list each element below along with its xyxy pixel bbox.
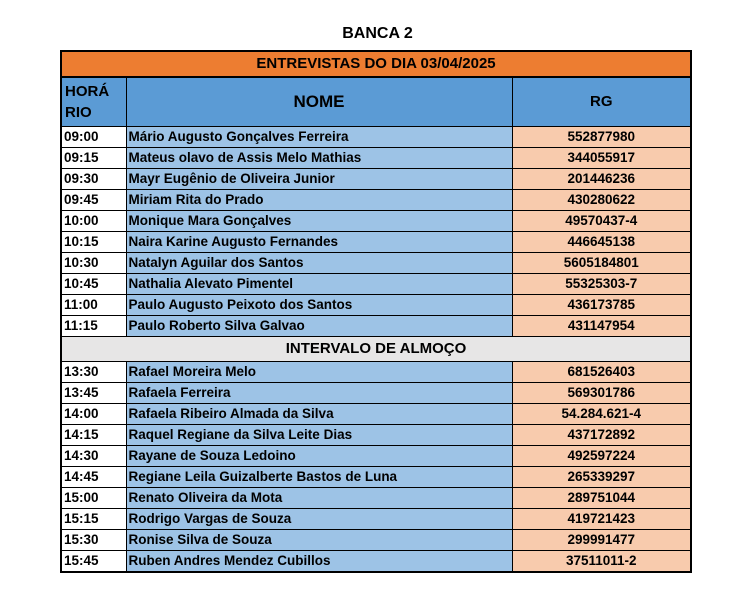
name-cell: Rayane de Souza Ledoino [126,446,512,467]
name-cell: Regiane Leila Guizalberte Bastos de Luna [126,467,512,488]
table-row [61,316,691,337]
table-row [61,383,691,404]
time-cell: 13:30 [61,362,126,383]
rg-cell: 431147954 [512,316,691,337]
time-cell: 09:15 [61,148,126,169]
lunch-break-row [61,337,691,362]
time-cell: 10:00 [61,211,126,232]
time-cell: 14:15 [61,425,126,446]
time-cell: 15:15 [61,509,126,530]
name-cell: Monique Mara Gonçalves [126,211,512,232]
name-cell: Natalyn Aguilar dos Santos [126,253,512,274]
table-row [61,362,691,383]
header-nome: NOME [126,77,512,127]
name-cell: Rodrigo Vargas de Souza [126,509,512,530]
time-cell: 10:30 [61,253,126,274]
rg-cell: 681526403 [512,362,691,383]
table-row [61,190,691,211]
table-row [61,295,691,316]
time-cell: 14:30 [61,446,126,467]
table-row [61,148,691,169]
time-cell: 09:45 [61,190,126,211]
name-cell: Mateus olavo de Assis Melo Mathias [126,148,512,169]
time-cell: 15:00 [61,488,126,509]
rg-cell: 5605184801 [512,253,691,274]
rg-cell: 446645138 [512,232,691,253]
table-row [61,253,691,274]
table-row [61,232,691,253]
time-cell: 10:45 [61,274,126,295]
rg-cell: 430280622 [512,190,691,211]
header-horario-line2: RIO [65,104,92,121]
table-row [61,127,691,148]
time-cell: 13:45 [61,383,126,404]
time-cell: 09:30 [61,169,126,190]
rg-cell: 49570437-4 [512,211,691,232]
page-title: BANCA 2 [342,25,413,42]
time-cell: 11:15 [61,316,126,337]
table-row [61,530,691,551]
time-cell: 15:30 [61,530,126,551]
time-cell: 14:45 [61,467,126,488]
time-cell: 11:00 [61,295,126,316]
name-cell: Rafael Moreira Melo [126,362,512,383]
time-cell: 09:00 [61,127,126,148]
name-cell: Rafaela Ferreira [126,383,512,404]
rg-cell: 201446236 [512,169,691,190]
time-cell: 15:45 [61,551,126,573]
table-row [61,404,691,425]
name-cell: Renato Oliveira da Mota [126,488,512,509]
time-cell: 10:15 [61,232,126,253]
rg-cell: 552877980 [512,127,691,148]
table-row [61,488,691,509]
rg-cell: 299991477 [512,530,691,551]
name-cell: Ruben Andres Mendez Cubillos [126,551,512,573]
name-cell: Ronise Silva de Souza [126,530,512,551]
rg-cell: 436173785 [512,295,691,316]
header-row [61,77,691,127]
rg-cell: 37511011-2 [512,551,691,573]
name-cell: Mayr Eugênio de Oliveira Junior [126,169,512,190]
name-cell: Miriam Rita do Prado [126,190,512,211]
name-cell: Paulo Augusto Peixoto dos Santos [126,295,512,316]
table-row [61,509,691,530]
time-cell: 14:00 [61,404,126,425]
rg-cell: 569301786 [512,383,691,404]
name-cell: Mário Augusto Gonçalves Ferreira [126,127,512,148]
name-cell: Raquel Regiane da Silva Leite Dias [126,425,512,446]
header-horario [61,77,126,127]
table-row [61,551,691,573]
table-row [61,211,691,232]
rg-cell: 344055917 [512,148,691,169]
name-cell: Rafaela Ribeiro Almada da Silva [126,404,512,425]
name-cell: Paulo Roberto Silva Galvao [126,316,512,337]
name-cell: Naira Karine Augusto Fernandes [126,232,512,253]
rg-cell: 437172892 [512,425,691,446]
table-row [61,169,691,190]
table-row [61,274,691,295]
name-cell: Nathalia Alevato Pimentel [126,274,512,295]
lunch-break-label: INTERVALO DE ALMOÇO [61,337,691,362]
rg-cell: 55325303-7 [512,274,691,295]
header-rg: RG [512,77,691,127]
rg-cell: 54.284.621-4 [512,404,691,425]
rg-cell: 289751044 [512,488,691,509]
table-row [61,425,691,446]
table-row [61,467,691,488]
rg-cell: 419721423 [512,509,691,530]
interview-schedule-table [60,50,692,573]
rg-cell: 492597224 [512,446,691,467]
schedule-banner: ENTREVISTAS DO DIA 03/04/2025 [61,51,691,77]
table-row [61,446,691,467]
header-horario-line1: HORÁ [65,83,110,100]
schedule-banner-row [61,51,691,77]
rg-cell: 265339297 [512,467,691,488]
